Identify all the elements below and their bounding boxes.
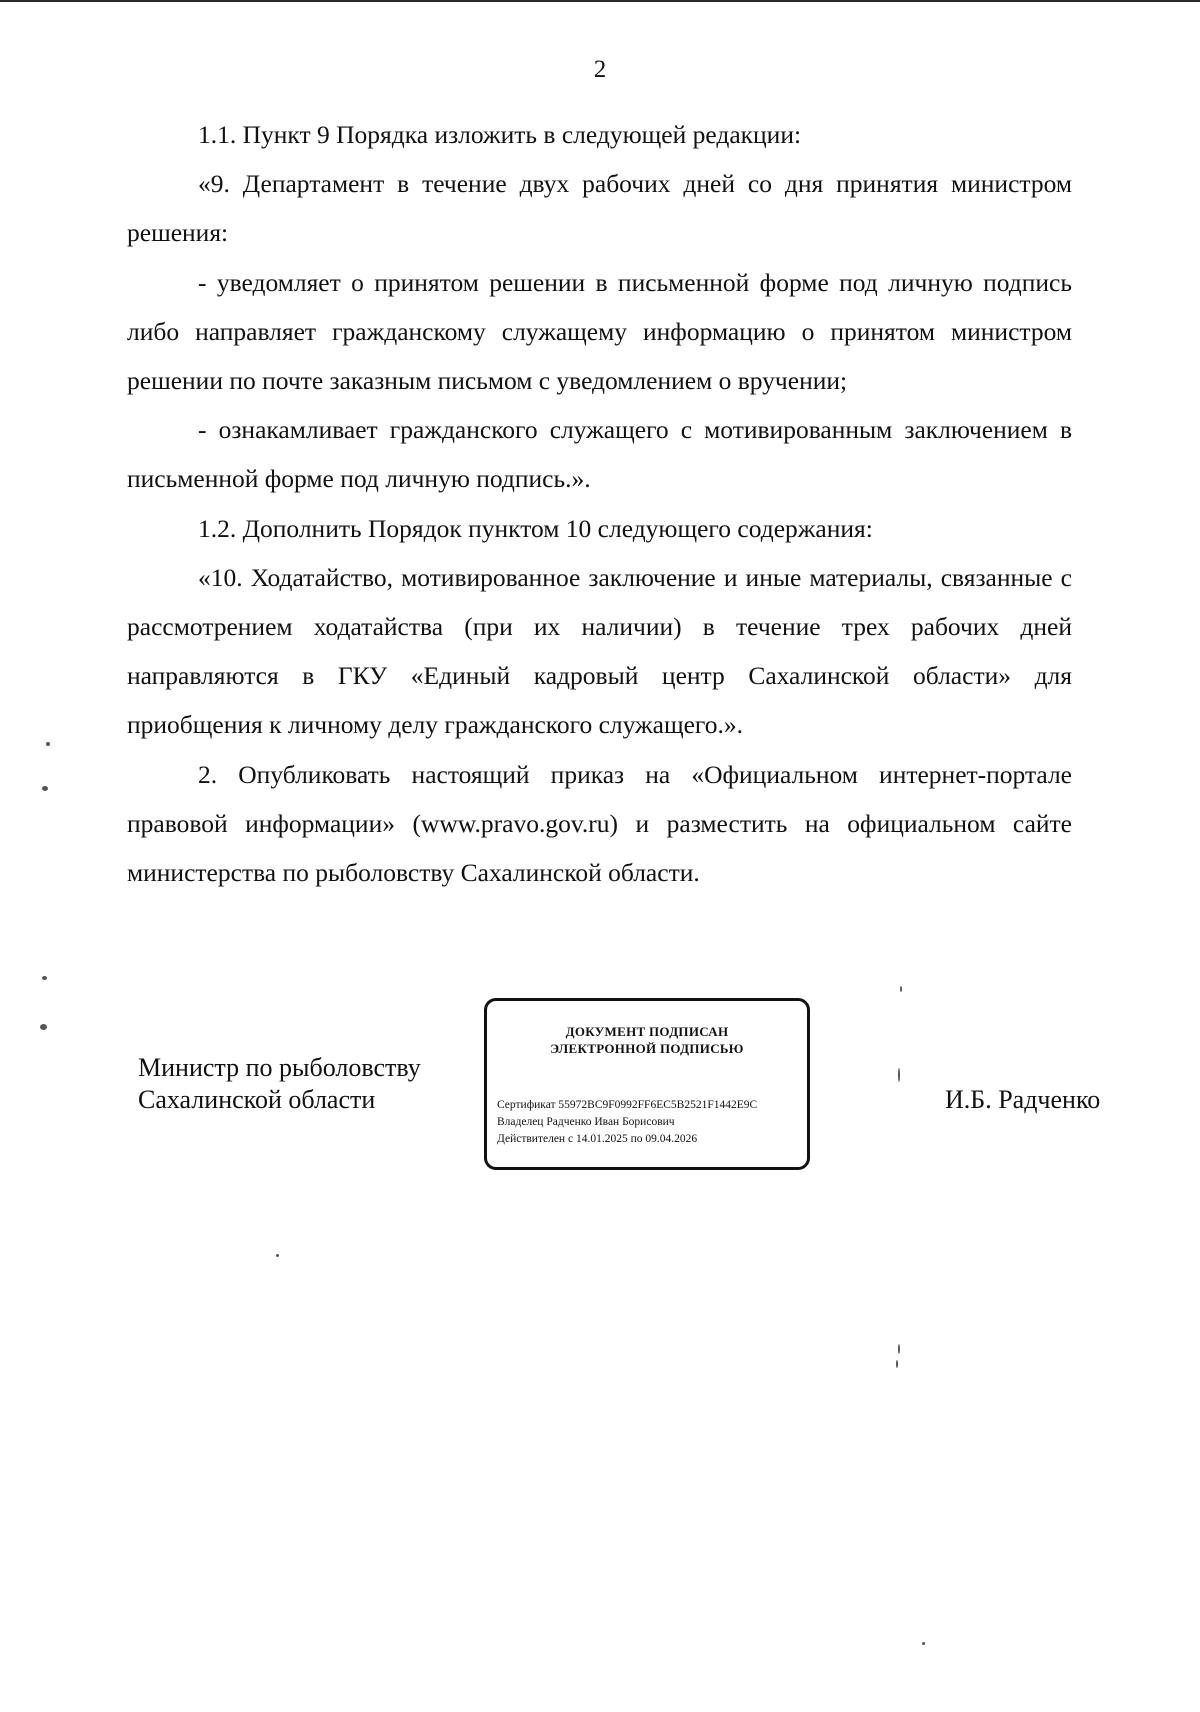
paragraph-2-publish: 2. Опубликовать настоящий приказ на «Официальном интернет-портале правовой информации» (www.pravo.gov.ru) и разместить на официальном сайте министерства по рыболовству Сахалинской области.	[127, 759, 1072, 888]
paragraph-acquaint-item: - ознакамливает гражданского служащего с мотивированным заключением в письменной форме под личную подпись.».	[127, 415, 1072, 494]
scan-speck	[922, 1642, 925, 1645]
stamp-owner: Владелец Радченко Иван Борисович	[497, 1116, 675, 1128]
top-border-line	[0, 0, 1200, 2]
electronic-signature-stamp	[484, 998, 810, 1170]
stamp-header-line-2: ЭЛЕКТРОННОЙ ПОДПИСЬЮ	[550, 1041, 744, 1056]
signer-position	[138, 1052, 421, 1116]
scan-speck	[40, 1024, 47, 1030]
paragraph-1-1: 1.1. Пункт 9 Порядка изложить в следующей редакции:	[198, 120, 802, 149]
scan-speck	[900, 986, 902, 992]
scan-speck	[898, 1344, 900, 1354]
signer-position-line-2: Сахалинской области	[138, 1085, 376, 1114]
stamp-validity: Действителен с 14.01.2025 по 09.04.2026	[497, 1133, 698, 1145]
signer-position-line-1: Министр по рыболовству	[138, 1053, 421, 1082]
scan-speck	[46, 742, 50, 746]
paragraph-notify-item: - уведомляет о принятом решении в письменной форме под личную подпись либо направляет гражданскому служащему информацию о принятом министром решении по почте заказным письмом с уведомлением о вручении;	[127, 267, 1072, 396]
signer-name: И.Б. Радченко	[945, 1085, 1101, 1114]
paragraph-1-2: 1.2. Дополнить Порядок пунктом 10 следующего содержания:	[198, 513, 873, 543]
stamp-certificate: Сертификат 55972BC9F0992FF6EC5B2521F1442E9C	[497, 1099, 758, 1111]
document-body	[127, 110, 1072, 897]
paragraph-point-10: «10. Ходатайство, мотивированное заключение и иные материалы, связанные с рассмотрением ходатайства (при их наличии) в течение трех рабочих дней направляются в ГКУ «Единый кадровый центр Сахалинской области» для приобщения к личному делу гражданского служащего.».	[127, 562, 1072, 740]
scan-speck	[898, 1068, 900, 1082]
scan-speck	[896, 1360, 898, 1368]
stamp-header	[487, 1023, 807, 1057]
page-number: 2	[593, 56, 607, 83]
stamp-details	[497, 1097, 757, 1148]
stamp-header-line-1: ДОКУМЕНТ ПОДПИСАН	[565, 1024, 729, 1039]
scan-speck	[42, 976, 47, 980]
paragraph-point-9: «9. Департамент в течение двух рабочих дней со дня принятия министром решения:	[127, 169, 1072, 248]
scan-speck	[42, 786, 48, 791]
scan-speck	[276, 1254, 279, 1257]
